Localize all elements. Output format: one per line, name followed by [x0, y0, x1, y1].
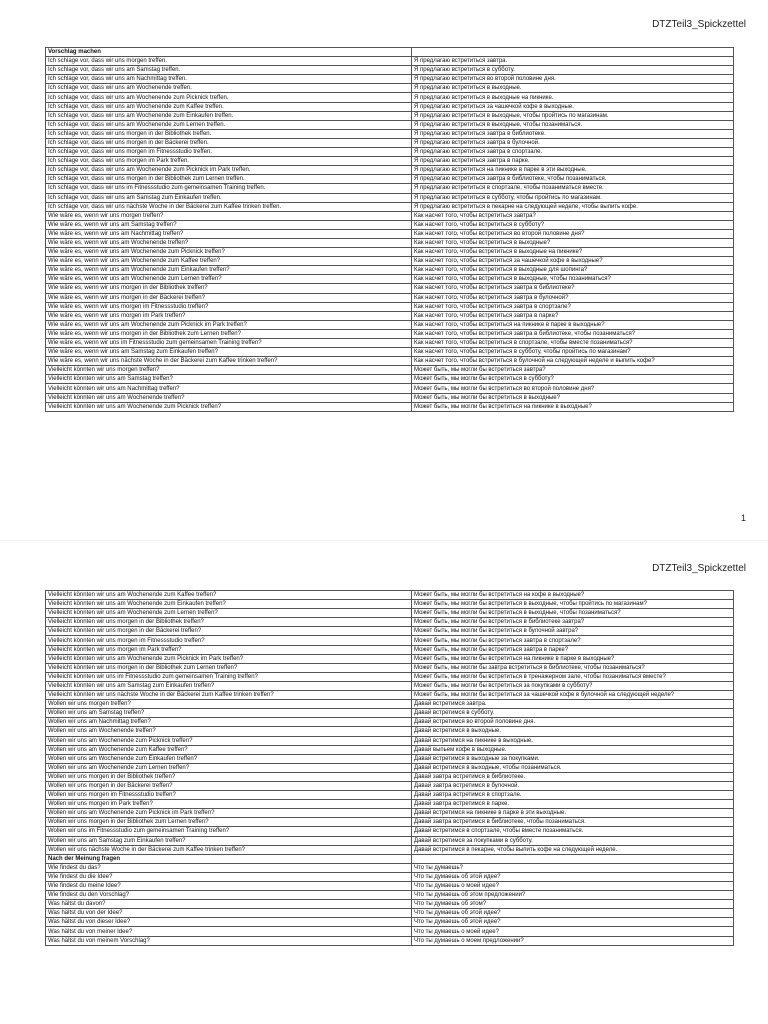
- german-phrase-cell: Ich schlage vor, dass wir uns am Samstag treffen.: [46, 66, 412, 75]
- table-row: [46, 275, 734, 284]
- german-phrase-cell: Wollen wir uns am Wochenende zum Picknick treffen?: [46, 736, 412, 745]
- table-row: [46, 66, 734, 75]
- table-row: [46, 357, 734, 366]
- german-phrase-cell: Wollen wir uns am Wochenende zum Einkaufen treffen?: [46, 754, 412, 763]
- german-phrase-cell: Wie findest du die Idee?: [46, 872, 412, 881]
- table-row: [46, 248, 734, 257]
- german-phrase-cell: Ich schlage vor, dass wir uns am Wochenende zum Lernen treffen.: [46, 120, 412, 129]
- table-row: [46, 863, 734, 872]
- table-row: [46, 609, 734, 618]
- russian-translation-cell: Я предлагаю встретиться за чашечкой кофе в выходные.: [412, 102, 734, 111]
- german-phrase-cell: Vielleicht könnten wir uns am Wochenende zum Picknick treffen?: [46, 402, 412, 411]
- table-row: [46, 129, 734, 138]
- russian-translation-cell: Давай выпьем кофе в выходные.: [412, 745, 734, 754]
- russian-translation-cell: Как насчет того, чтобы встретиться в выходные?: [412, 238, 734, 247]
- table-row: [46, 800, 734, 809]
- russian-translation-cell: Как насчет того, чтобы встретиться за чашечкой кофе в выходные?: [412, 257, 734, 266]
- table-row: [46, 184, 734, 193]
- german-phrase-cell: Wollen wir uns am Wochenende zum Kaffee treffen?: [46, 745, 412, 754]
- russian-translation-cell: Как насчет того, чтобы встретиться завтра в булочной?: [412, 293, 734, 302]
- german-phrase-cell: Ich schlage vor, dass wir uns morgen treffen.: [46, 57, 412, 66]
- table-row: [46, 827, 734, 836]
- german-phrase-cell: Was hältst du von der Idee?: [46, 909, 412, 918]
- page-separator: [0, 540, 768, 541]
- german-phrase-cell: Wollen wir uns am Wochenende treffen?: [46, 727, 412, 736]
- german-phrase-cell: Was hältst du von meinem Vorschlag?: [46, 936, 412, 945]
- german-phrase-cell: Vielleicht könnten wir uns am Wochenende zum Lernen treffen?: [46, 609, 412, 618]
- table-row: [46, 936, 734, 945]
- table-row: [46, 257, 734, 266]
- section-title: Nach der Meinung fragen: [46, 854, 412, 863]
- russian-translation-cell: Может быть, мы могли бы встретиться завтра в парке?: [412, 645, 734, 654]
- table-row: [46, 781, 734, 790]
- german-phrase-cell: Ich schlage vor, dass wir uns am Samstag zum Einkaufen treffen.: [46, 193, 412, 202]
- table-row: [46, 818, 734, 827]
- german-phrase-cell: Wollen wir uns am Samstag zum Einkaufen treffen?: [46, 836, 412, 845]
- russian-translation-cell: Давай встретимся завтра.: [412, 700, 734, 709]
- russian-translation-cell: Давай встретимся на пикнике в парке в эти выходные.: [412, 809, 734, 818]
- russian-translation-cell: Я предлагаю встретиться в субботу, чтобы пройтись по магазинам.: [412, 193, 734, 202]
- german-phrase-cell: Ich schlage vor, dass wir uns morgen in der Bibliothek treffen.: [46, 129, 412, 138]
- russian-translation-cell: Может быть, мы могли бы встретиться в выходные, чтобы позаниматься?: [412, 609, 734, 618]
- german-phrase-cell: Was hältst du von dieser Idee?: [46, 918, 412, 927]
- russian-translation-cell: Я предлагаю встретиться завтра в булочной.: [412, 138, 734, 147]
- table-row: [46, 663, 734, 672]
- russian-translation-cell: Как насчет того, чтобы встретиться в выходные, чтобы позаниматься?: [412, 275, 734, 284]
- table-row: [46, 691, 734, 700]
- table-row: [46, 736, 734, 745]
- german-phrase-cell: Wie wäre es, wenn wir uns am Wochenende treffen?: [46, 238, 412, 247]
- table-row: [46, 148, 734, 157]
- russian-translation-cell: Я предлагаю встретиться в субботу.: [412, 66, 734, 75]
- table-row: [46, 600, 734, 609]
- table-row: [46, 320, 734, 329]
- russian-translation-cell: Давай завтра встретимся в парке.: [412, 800, 734, 809]
- table-row: [46, 681, 734, 690]
- table-row: [46, 591, 734, 600]
- russian-translation-cell: Я предлагаю встретиться завтра в спортзале.: [412, 148, 734, 157]
- table-row: [46, 193, 734, 202]
- german-phrase-cell: Wollen wir uns am Nachmittag treffen?: [46, 718, 412, 727]
- russian-translation-cell: Что ты думаешь об этом?: [412, 900, 734, 909]
- german-phrase-cell: Wie wäre es, wenn wir uns am Wochenende zum Kaffee treffen?: [46, 257, 412, 266]
- table-row: [46, 393, 734, 402]
- german-phrase-cell: Wollen wir uns morgen treffen?: [46, 700, 412, 709]
- table-row: [46, 882, 734, 891]
- page-number: 1: [740, 513, 746, 523]
- table-row: [46, 93, 734, 102]
- table-row: [46, 211, 734, 220]
- russian-translation-cell: Что ты думаешь об этой идее?: [412, 872, 734, 881]
- german-phrase-cell: Ich schlage vor, dass wir uns am Nachmittag treffen.: [46, 75, 412, 84]
- section-header-row: [46, 48, 734, 57]
- russian-translation-cell: Как насчет того, чтобы встретиться завтра в спортзале?: [412, 302, 734, 311]
- german-phrase-cell: Wollen wir uns morgen im Fitnessstudio treffen?: [46, 791, 412, 800]
- russian-translation-cell: Давай завтра встретимся в булочной.: [412, 781, 734, 790]
- russian-translation-cell: Может быть, мы могли бы встретиться на пикнике в выходные?: [412, 402, 734, 411]
- table-row: [46, 384, 734, 393]
- russian-translation-cell: Я предлагаю встретиться в выходные на пикнике.: [412, 93, 734, 102]
- table-row: [46, 909, 734, 918]
- table-row: [46, 138, 734, 147]
- russian-translation-cell: Давай завтра встретимся в библиотеке.: [412, 772, 734, 781]
- section-title: Vorschlag machen: [46, 48, 412, 57]
- table-row: [46, 636, 734, 645]
- table-row: [46, 718, 734, 727]
- table-row: [46, 366, 734, 375]
- german-phrase-cell: Wie wäre es, wenn wir uns morgen im Fitnessstudio treffen?: [46, 302, 412, 311]
- russian-translation-cell: Что ты думаешь об этой идее?: [412, 918, 734, 927]
- russian-translation-cell: Я предлагаю встретиться во второй половине дня.: [412, 75, 734, 84]
- russian-translation-cell: Как насчет того, чтобы встретиться в выходные на пикнике?: [412, 248, 734, 257]
- german-phrase-cell: Ich schlage vor, dass wir uns am Wochenende treffen.: [46, 84, 412, 93]
- german-phrase-cell: Ich schlage vor, dass wir uns am Wochenende zum Picknick im Park treffen.: [46, 166, 412, 175]
- russian-translation-cell: Как насчет того, чтобы встретиться завтра в библиотеке?: [412, 284, 734, 293]
- table-row: [46, 339, 734, 348]
- german-phrase-cell: Ich schlage vor, dass wir uns morgen im Fitnessstudio treffen.: [46, 148, 412, 157]
- table-row: [46, 700, 734, 709]
- table-row: [46, 918, 734, 927]
- german-phrase-cell: Vielleicht könnten wir uns im Fitnessstudio zum gemeinsamen Training treffen?: [46, 672, 412, 681]
- russian-translation-cell: Как насчет того, чтобы встретиться завтра в библиотеке, чтобы позаниматься?: [412, 329, 734, 338]
- russian-translation-cell: Я предлагаю встретиться в пекарне на следующей неделе, чтобы выпить кофе.: [412, 202, 734, 211]
- russian-translation-cell: Может быть, мы могли бы встретиться в тренажерном зале, чтобы позаниматься вместе?: [412, 672, 734, 681]
- russian-translation-cell: Может быть, мы могли бы встретиться в субботу?: [412, 375, 734, 384]
- section-header-row: [46, 854, 734, 863]
- russian-translation-cell: Давай встретимся в выходные, чтобы позаниматься.: [412, 763, 734, 772]
- russian-translation-cell: Что ты думаешь о моем предложении?: [412, 936, 734, 945]
- german-phrase-cell: Vielleicht könnten wir uns am Wochenende zum Kaffee treffen?: [46, 591, 412, 600]
- table-row: [46, 772, 734, 781]
- table-row: [46, 166, 734, 175]
- table-row: [46, 627, 734, 636]
- table-row: [46, 302, 734, 311]
- russian-translation-cell: Давай встретимся в пекарне, чтобы выпить кофе на следующей неделе.: [412, 845, 734, 854]
- page-header-title: DTZTeil3_Spickzettel: [652, 563, 746, 574]
- phrase-table-page-1: [45, 47, 734, 412]
- russian-translation-cell: Что ты думаешь об этой идее?: [412, 909, 734, 918]
- german-phrase-cell: Vielleicht könnten wir uns am Nachmittag treffen?: [46, 384, 412, 393]
- russian-translation-cell: Я предлагаю встретиться в спортзале, чтобы позаниматься вместе.: [412, 184, 734, 193]
- russian-translation-cell: Как насчет того, чтобы встретиться в спортзале, чтобы вместе позаниматься?: [412, 339, 734, 348]
- german-phrase-cell: Vielleicht könnten wir uns morgen in der Bibliothek treffen?: [46, 618, 412, 627]
- german-phrase-cell: Wie wäre es, wenn wir uns morgen im Park treffen?: [46, 311, 412, 320]
- german-phrase-cell: Wie wäre es, wenn wir uns morgen in der Bäckerei treffen?: [46, 293, 412, 302]
- german-phrase-cell: Wollen wir uns morgen im Park treffen?: [46, 800, 412, 809]
- table-row: [46, 645, 734, 654]
- table-row: [46, 891, 734, 900]
- table-row: [46, 763, 734, 772]
- german-phrase-cell: Wie wäre es, wenn wir uns morgen in der Bibliothek treffen?: [46, 284, 412, 293]
- russian-translation-cell: Может быть, мы могли бы встретиться в булочной завтра?: [412, 627, 734, 636]
- german-phrase-cell: Wie wäre es, wenn wir uns am Wochenende zum Lernen treffen?: [46, 275, 412, 284]
- russian-translation-cell: Я предлагаю встретиться в выходные, чтобы позаниматься.: [412, 120, 734, 129]
- russian-translation-cell: Давай встретимся на пикнике в выходные.: [412, 736, 734, 745]
- german-phrase-cell: Wollen wir uns morgen in der Bibliothek zum Lernen treffen?: [46, 818, 412, 827]
- german-phrase-cell: Wollen wir uns am Samstag treffen?: [46, 709, 412, 718]
- german-phrase-cell: Wollen wir uns am Wochenende zum Lernen treffen?: [46, 763, 412, 772]
- german-phrase-cell: Wie wäre es, wenn wir uns nächste Woche in der Bäckerei zum Kaffee trinken treffen?: [46, 357, 412, 366]
- russian-translation-cell: Может быть, мы могли бы встретиться в выходные?: [412, 393, 734, 402]
- german-phrase-cell: Ich schlage vor, dass wir uns morgen in der Bäckerei treffen.: [46, 138, 412, 147]
- german-phrase-cell: Vielleicht könnten wir uns morgen in der Bäckerei treffen?: [46, 627, 412, 636]
- german-phrase-cell: Ich schlage vor, dass wir uns am Wochenende zum Kaffee treffen.: [46, 102, 412, 111]
- table-row: [46, 745, 734, 754]
- table-row: [46, 75, 734, 84]
- table-row: [46, 348, 734, 357]
- table-row: [46, 293, 734, 302]
- german-phrase-cell: Wollen wir uns am Wochenende zum Picknick im Park treffen?: [46, 809, 412, 818]
- german-phrase-cell: Wollen wir uns nächste Woche in der Bäckerei zum Kaffee trinken treffen?: [46, 845, 412, 854]
- russian-translation-cell: [412, 854, 734, 863]
- table-row: [46, 618, 734, 627]
- russian-translation-cell: Давай завтра встретимся в библиотеке, чтобы позаниматься.: [412, 818, 734, 827]
- russian-translation-cell: Может быть, мы могли бы встретиться во второй половине дня?: [412, 384, 734, 393]
- german-phrase-cell: Vielleicht könnten wir uns morgen treffen?: [46, 366, 412, 375]
- table-row: [46, 84, 734, 93]
- russian-translation-cell: Как насчет того, чтобы встретиться завтра в парке?: [412, 311, 734, 320]
- table-row: [46, 927, 734, 936]
- table-row: [46, 284, 734, 293]
- russian-translation-cell: Как насчет того, чтобы встретиться на пикнике в парке в выходные?: [412, 320, 734, 329]
- german-phrase-cell: Vielleicht könnten wir uns morgen im Fitnessstudio treffen?: [46, 636, 412, 645]
- german-phrase-cell: Ich schlage vor, dass wir uns morgen im Park treffen.: [46, 157, 412, 166]
- table-row: [46, 836, 734, 845]
- german-phrase-cell: Vielleicht könnten wir uns am Samstag treffen?: [46, 375, 412, 384]
- german-phrase-cell: Ich schlage vor, dass wir uns am Wochenende zum Einkaufen treffen.: [46, 111, 412, 120]
- table-row: [46, 845, 734, 854]
- table-row: [46, 329, 734, 338]
- russian-translation-cell: Я предлагаю встретиться в выходные, чтобы пройтись по магазинам.: [412, 111, 734, 120]
- german-phrase-cell: Wie wäre es, wenn wir uns morgen in der Bibliothek zum Lernen treffen?: [46, 329, 412, 338]
- table-row: [46, 202, 734, 211]
- german-phrase-cell: Wie wäre es, wenn wir uns im Fitnessstudio zum gemeinsamen Training treffen?: [46, 339, 412, 348]
- russian-translation-cell: Как насчет того, чтобы встретиться завтра?: [412, 211, 734, 220]
- russian-translation-cell: Давай встретимся во второй половине дня.: [412, 718, 734, 727]
- table-row: [46, 157, 734, 166]
- table-row: [46, 791, 734, 800]
- russian-translation-cell: Как насчет того, чтобы встретиться в субботу?: [412, 220, 734, 229]
- russian-translation-cell: Давай завтра встретимся в спортзале.: [412, 791, 734, 800]
- table-row: [46, 220, 734, 229]
- german-phrase-cell: Vielleicht könnten wir uns am Samstag zum Einkaufen treffen?: [46, 681, 412, 690]
- german-phrase-cell: Ich schlage vor, dass wir uns im Fitnessstudio zum gemeinsamen Training treffen.: [46, 184, 412, 193]
- table-row: [46, 311, 734, 320]
- russian-translation-cell: Как насчет того, чтобы встретиться во второй половине дня?: [412, 229, 734, 238]
- german-phrase-cell: Vielleicht könnten wir uns am Wochenende zum Einkaufen treffen?: [46, 600, 412, 609]
- table-row: [46, 672, 734, 681]
- german-phrase-cell: Was hältst du davon?: [46, 900, 412, 909]
- german-phrase-cell: Wie wäre es, wenn wir uns am Samstag zum Einkaufen treffen?: [46, 348, 412, 357]
- table-row: [46, 229, 734, 238]
- german-phrase-cell: Ich schlage vor, dass wir uns morgen in der Bibliothek zum Lernen treffen.: [46, 175, 412, 184]
- russian-translation-cell: Давай встретимся в выходные.: [412, 727, 734, 736]
- page-header-title: DTZTeil3_Spickzettel: [652, 19, 746, 30]
- russian-translation-cell: Может быть, мы могли бы завтра встретиться в библиотеке, чтобы позаниматься?: [412, 663, 734, 672]
- table-row: [46, 120, 734, 129]
- russian-translation-cell: Что ты думаешь об этом предложении?: [412, 891, 734, 900]
- phrase-table-page-2: [45, 590, 734, 946]
- russian-translation-cell: Может быть, мы могли бы встретиться завтра в спортзале?: [412, 636, 734, 645]
- russian-translation-cell: Я предлагаю встретиться завтра.: [412, 57, 734, 66]
- table-row: [46, 900, 734, 909]
- russian-translation-cell: Может быть, мы могли бы встретиться за покупками в субботу?: [412, 681, 734, 690]
- german-phrase-cell: Wie findest du das?: [46, 863, 412, 872]
- german-phrase-cell: Wollen wir uns morgen in der Bibliothek treffen?: [46, 772, 412, 781]
- table-row: [46, 175, 734, 184]
- table-row: [46, 872, 734, 881]
- table-row: [46, 102, 734, 111]
- russian-translation-cell: Я предлагаю встретиться завтра в библиотеке.: [412, 129, 734, 138]
- table-row: [46, 727, 734, 736]
- russian-translation-cell: Может быть, мы могли бы встретиться на пикнике в парке в выходные?: [412, 654, 734, 663]
- russian-translation-cell: Я предлагаю встретиться завтра в библиотеке, чтобы позаниматься.: [412, 175, 734, 184]
- russian-translation-cell: Давай встретимся в субботу.: [412, 709, 734, 718]
- russian-translation-cell: Как насчет того, чтобы встретиться в выходные для шопинга?: [412, 266, 734, 275]
- russian-translation-cell: Как насчет того, чтобы встретиться в субботу, чтобы пройтись по магазинам?: [412, 348, 734, 357]
- table-row: [46, 111, 734, 120]
- table-row: [46, 57, 734, 66]
- german-phrase-cell: Vielleicht könnten wir uns nächste Woche in der Bäckerei zum Kaffee trinken treffen?: [46, 691, 412, 700]
- table-row: [46, 709, 734, 718]
- german-phrase-cell: Wie wäre es, wenn wir uns am Nachmittag treffen?: [46, 229, 412, 238]
- german-phrase-cell: Wie wäre es, wenn wir uns am Wochenende zum Picknick treffen?: [46, 248, 412, 257]
- russian-translation-cell: Я предлагаю встретиться в выходные.: [412, 84, 734, 93]
- german-phrase-cell: Wie findest du den Vorschlag?: [46, 891, 412, 900]
- german-phrase-cell: Wollen wir uns morgen in der Bäckerei treffen?: [46, 781, 412, 790]
- russian-translation-cell: Давай встретимся в спортзале, чтобы вместе позаниматься.: [412, 827, 734, 836]
- german-phrase-cell: Vielleicht könnten wir uns morgen in der Bibliothek zum Lernen treffen?: [46, 663, 412, 672]
- german-phrase-cell: Wie wäre es, wenn wir uns morgen treffen?: [46, 211, 412, 220]
- german-phrase-cell: Ich schlage vor, dass wir uns am Wochenende zum Picknick treffen.: [46, 93, 412, 102]
- russian-translation-cell: Давай встретимся в выходные за покупками.: [412, 754, 734, 763]
- german-phrase-cell: Vielleicht könnten wir uns am Wochenende zum Picknick im Park treffen?: [46, 654, 412, 663]
- german-phrase-cell: Wie wäre es, wenn wir uns am Wochenende zum Einkaufen treffen?: [46, 266, 412, 275]
- russian-translation-cell: Может быть, мы могли бы встретиться в выходные, чтобы пройтись по магазинам?: [412, 600, 734, 609]
- german-phrase-cell: Wie findest du meine Idee?: [46, 882, 412, 891]
- german-phrase-cell: Wollen wir uns im Fitnessstudio zum gemeinsamen Training treffen?: [46, 827, 412, 836]
- russian-translation-cell: Как насчет того, чтобы встретиться в булочной на следующей неделе и выпить кофе?: [412, 357, 734, 366]
- table-row: [46, 238, 734, 247]
- russian-translation-cell: Может быть, мы могли бы встретиться завтра?: [412, 366, 734, 375]
- german-phrase-cell: Ich schlage vor, dass wir uns nächste Woche in der Bäckerei zum Kaffee trinken treffen.: [46, 202, 412, 211]
- russian-translation-cell: Я предлагаю встретиться завтра в парке.: [412, 157, 734, 166]
- german-phrase-cell: Vielleicht könnten wir uns morgen im Park treffen?: [46, 645, 412, 654]
- russian-translation-cell: [412, 48, 734, 57]
- german-phrase-cell: Wie wäre es, wenn wir uns am Samstag treffen?: [46, 220, 412, 229]
- german-phrase-cell: Vielleicht könnten wir uns am Wochenende treffen?: [46, 393, 412, 402]
- russian-translation-cell: Может быть, мы могли бы встретиться в библиотеке завтра?: [412, 618, 734, 627]
- table-row: [46, 375, 734, 384]
- table-row: [46, 402, 734, 411]
- table-row: [46, 654, 734, 663]
- german-phrase-cell: Was hältst du von meiner Idee?: [46, 927, 412, 936]
- russian-translation-cell: Я предлагаю встретиться на пикнике в парке в эти выходные.: [412, 166, 734, 175]
- german-phrase-cell: Wie wäre es, wenn wir uns am Wochenende zum Picknick im Park treffen?: [46, 320, 412, 329]
- russian-translation-cell: Что ты думаешь?: [412, 863, 734, 872]
- russian-translation-cell: Что ты думаешь о моей идее?: [412, 882, 734, 891]
- russian-translation-cell: Что ты думаешь о моей идее?: [412, 927, 734, 936]
- russian-translation-cell: Может быть, мы могли бы встретиться на кофе в выходные?: [412, 591, 734, 600]
- table-row: [46, 754, 734, 763]
- russian-translation-cell: Давай встретимся за покупками в субботу.: [412, 836, 734, 845]
- russian-translation-cell: Может быть, мы могли бы встретиться за чашечкой кофе в булочной на следующей неделе?: [412, 691, 734, 700]
- table-row: [46, 266, 734, 275]
- table-row: [46, 809, 734, 818]
